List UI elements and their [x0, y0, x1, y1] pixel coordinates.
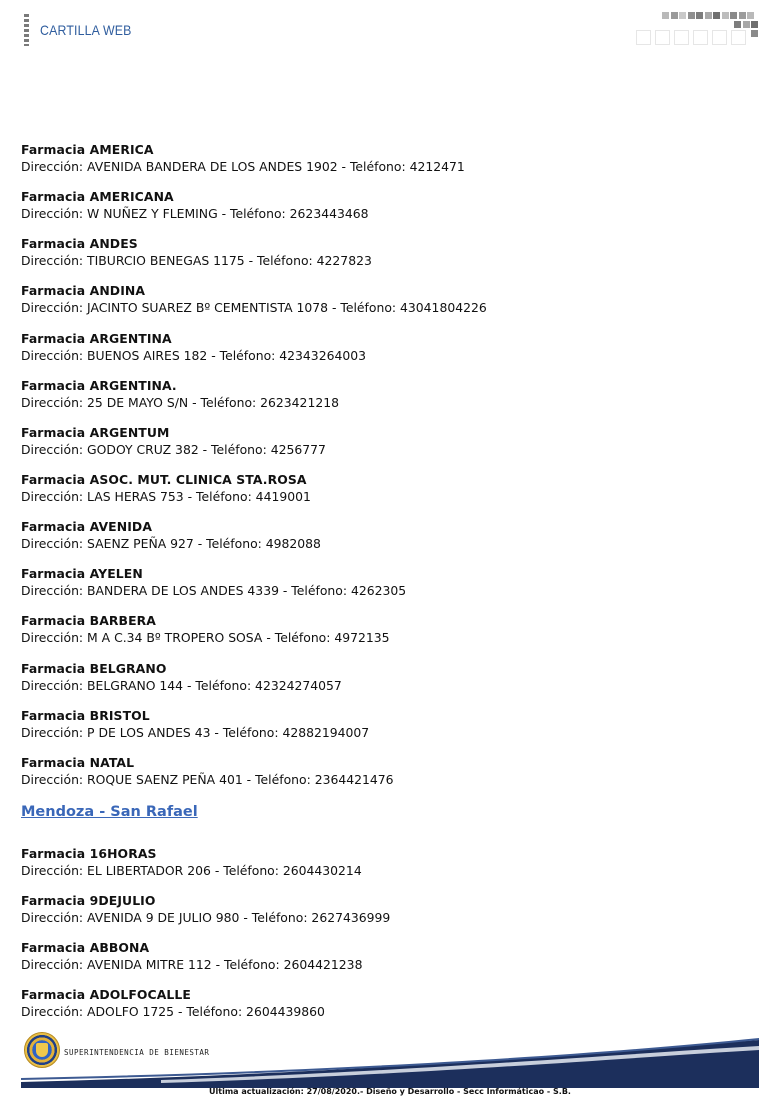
pharmacy-name: Farmacia BRISTOL	[21, 707, 150, 723]
pharmacy-name: Farmacia AYELEN	[21, 566, 143, 582]
pharmacy-address: Dirección: LAS HERAS 753 - Teléfono: 4419001	[21, 488, 311, 504]
pharmacy-entry	[21, 939, 741, 986]
pharmacy-name: Farmacia ARGENTINA	[21, 330, 172, 346]
pharmacy-name: Farmacia ASOC. MUT. CLINICA STA.ROSA	[21, 471, 307, 487]
pharmacy-entry	[21, 612, 741, 659]
pharmacy-address: Dirección: AVENIDA BANDERA DE LOS ANDES 1902 - Teléfono: 4212471	[21, 159, 465, 174]
pharmacy-entry	[21, 141, 741, 188]
pharmacy-entry	[21, 282, 741, 329]
pharmacy-name: Farmacia ADOLFOCALLE	[21, 987, 191, 1003]
pharmacy-entry	[21, 188, 741, 235]
pharmacy-name: Farmacia ARGENTUM	[21, 424, 170, 440]
footer-wave-band	[21, 1038, 759, 1088]
pharmacy-address: Dirección: P DE LOS ANDES 43 - Teléfono: 42882194007	[21, 724, 370, 740]
pharmacy-address: Dirección: ADOLFO 1725 - Teléfono: 2604439860	[21, 1004, 325, 1020]
pharmacy-address: Dirección: 25 DE MAYO S/N - Teléfono: 2623421218	[21, 394, 339, 410]
header-pixel-decoration	[634, 10, 759, 48]
pharmacy-address: Dirección: W NUÑEZ Y FLEMING - Teléfono: 2623443468	[21, 206, 369, 222]
pharmacy-list	[21, 141, 741, 801]
pharmacy-entry	[21, 471, 741, 518]
pharmacy-name: Farmacia ANDINA	[21, 283, 146, 299]
page-footer	[0, 1028, 759, 1101]
pharmacy-entry	[21, 565, 741, 612]
pharmacy-name: Farmacia ARGENTINA.	[21, 377, 177, 393]
pharmacy-address: Dirección: TIBURCIO BENEGAS 1175 - Teléfono: 4227823	[21, 253, 372, 269]
pharmacy-name: Farmacia ABBONA	[21, 940, 150, 956]
last-updated-text: Ultima actualización: 27/08/2020.- Diseño y Desarrollo - Secc Informáticao - S.B.	[209, 1087, 571, 1096]
pharmacy-address: Dirección: JACINTO SUAREZ Bº CEMENTISTA 1078 - Teléfono: 43041804226	[21, 300, 487, 316]
pharmacy-name: Farmacia 16HORAS	[21, 845, 157, 861]
pharmacy-entry	[21, 707, 741, 754]
pharmacy-listing	[21, 141, 741, 1034]
pharmacy-address: Dirección: BANDERA DE LOS ANDES 4339 - Teléfono: 4262305	[21, 583, 407, 599]
pharmacy-name: Farmacia ANDES	[21, 236, 138, 252]
page-header	[0, 0, 759, 60]
pharmacy-address: Dirección: AVENIDA 9 DE JULIO 980 - Teléfono: 2627436999	[21, 910, 391, 926]
pharmacy-entry	[21, 892, 741, 939]
pharmacy-address: Dirección: SAENZ PEÑA 927 - Teléfono: 4982088	[21, 536, 321, 552]
pharmacy-entry	[21, 377, 741, 424]
pharmacy-name: Farmacia AMERICANA	[21, 189, 174, 205]
pharmacy-name: Farmacia 9DEJULIO	[21, 893, 156, 909]
pharmacy-name: Farmacia AVENIDA	[21, 519, 153, 535]
pharmacy-entry	[21, 235, 741, 282]
pharmacy-entry	[21, 754, 741, 801]
pharmacy-address: Dirección: BELGRANO 144 - Teléfono: 42324274057	[21, 677, 342, 693]
pharmacy-address: Dirección: ROQUE SAENZ PEÑA 401 - Teléfono: 2364421476	[21, 771, 394, 787]
pharmacy-name: Farmacia NATAL	[21, 754, 135, 770]
pharmacy-address: Dirección: BUENOS AIRES 182 - Teléfono: 42343264003	[21, 347, 366, 363]
pharmacy-address: Dirección: AVENIDA MITRE 112 - Teléfono: 2604421238	[21, 957, 363, 973]
pharmacy-entry	[21, 845, 741, 892]
header-accent-bar	[24, 14, 29, 46]
pharmacy-entry	[21, 660, 741, 707]
pharmacy-entry	[21, 330, 741, 377]
organization-seal	[24, 1032, 60, 1068]
pharmacy-entry	[21, 518, 741, 565]
pharmacy-address: Dirección: M A C.34 Bº TROPERO SOSA - Teléfono: 4972135	[21, 630, 390, 646]
pharmacy-address: Dirección: EL LIBERTADOR 206 - Teléfono: 2604430214	[21, 862, 362, 878]
page-title: CARTILLA WEB	[40, 22, 132, 38]
organization-name: SUPERINTENDENCIA DE BIENESTAR	[64, 1048, 210, 1057]
section-heading-link[interactable]: Mendoza - San Rafael	[21, 803, 198, 820]
pharmacy-name: Farmacia BARBERA	[21, 613, 156, 629]
pharmacy-list-san-rafael	[21, 845, 741, 1034]
pharmacy-entry	[21, 424, 741, 471]
pharmacy-entry	[21, 986, 741, 1033]
pharmacy-name: Farmacia BELGRANO	[21, 660, 167, 676]
pharmacy-address: Dirección: GODOY CRUZ 382 - Teléfono: 4256777	[21, 441, 326, 457]
pharmacy-name: Farmacia AMERICA	[21, 142, 154, 157]
